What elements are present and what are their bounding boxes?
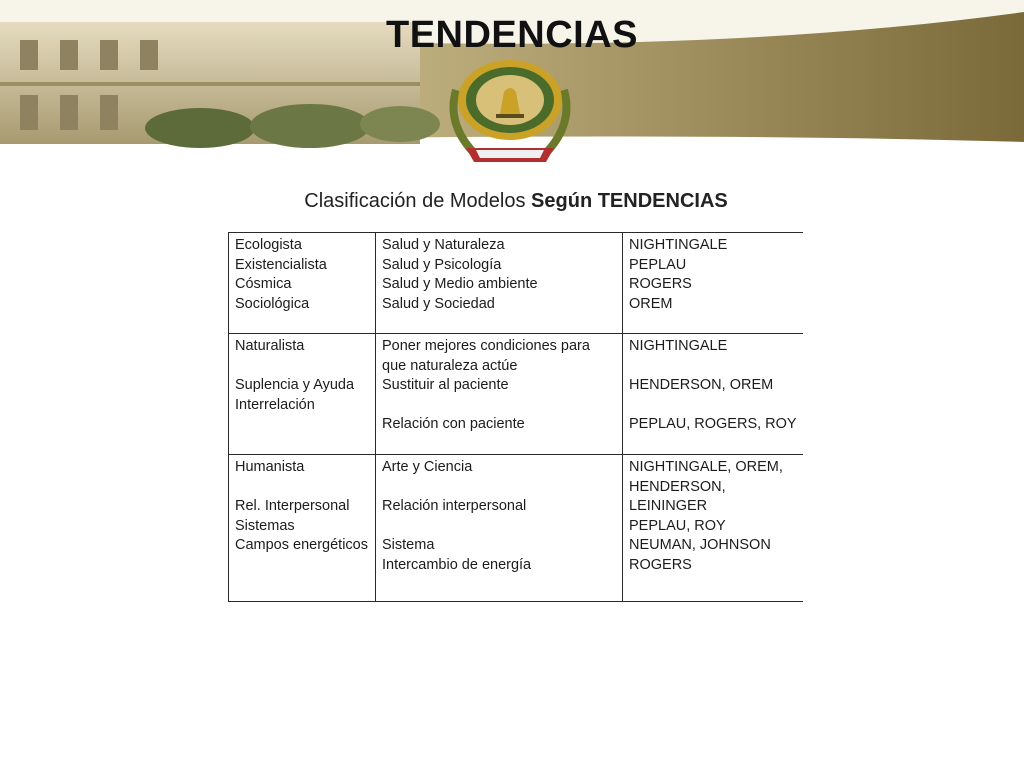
tendency-cell: Ecologista Existencialista Cósmica Sociológica (229, 233, 376, 334)
tendency-cell: Humanista Rel. Interpersonal Sistemas Campos energéticos (229, 455, 376, 602)
table-caption (230, 190, 802, 213)
slide-title: TENDENCIAS (385, 14, 639, 56)
models-table (228, 232, 803, 602)
university-crest-icon (436, 50, 584, 170)
table-row (229, 455, 804, 602)
table-row (229, 334, 804, 455)
focus-cell: Salud y Naturaleza Salud y Psicología Salud y Medio ambiente Salud y Sociedad (376, 233, 623, 334)
focus-cell: Poner mejores condiciones para que naturaleza actúe Sustituir al paciente Relación con paciente (376, 334, 623, 455)
tendency-cell: Naturalista Suplencia y Ayuda Interrelación (229, 334, 376, 455)
caption-prefix: Clasificación de Modelos (304, 190, 532, 212)
focus-cell: Arte y Ciencia Relación interpersonal Sistema Intercambio de energía (376, 455, 623, 602)
caption-bold: Según TENDENCIAS (531, 190, 728, 212)
authors-cell: NIGHTINGALE PEPLAU ROGERS OREM (623, 233, 804, 334)
authors-cell: NIGHTINGALE, OREM, HENDERSON, LEININGER PEPLAU, ROY NEUMAN, JOHNSON ROGERS (623, 455, 804, 602)
table-row (229, 233, 804, 334)
authors-cell: NIGHTINGALE HENDERSON, OREM PEPLAU, ROGERS, ROY (623, 334, 804, 455)
